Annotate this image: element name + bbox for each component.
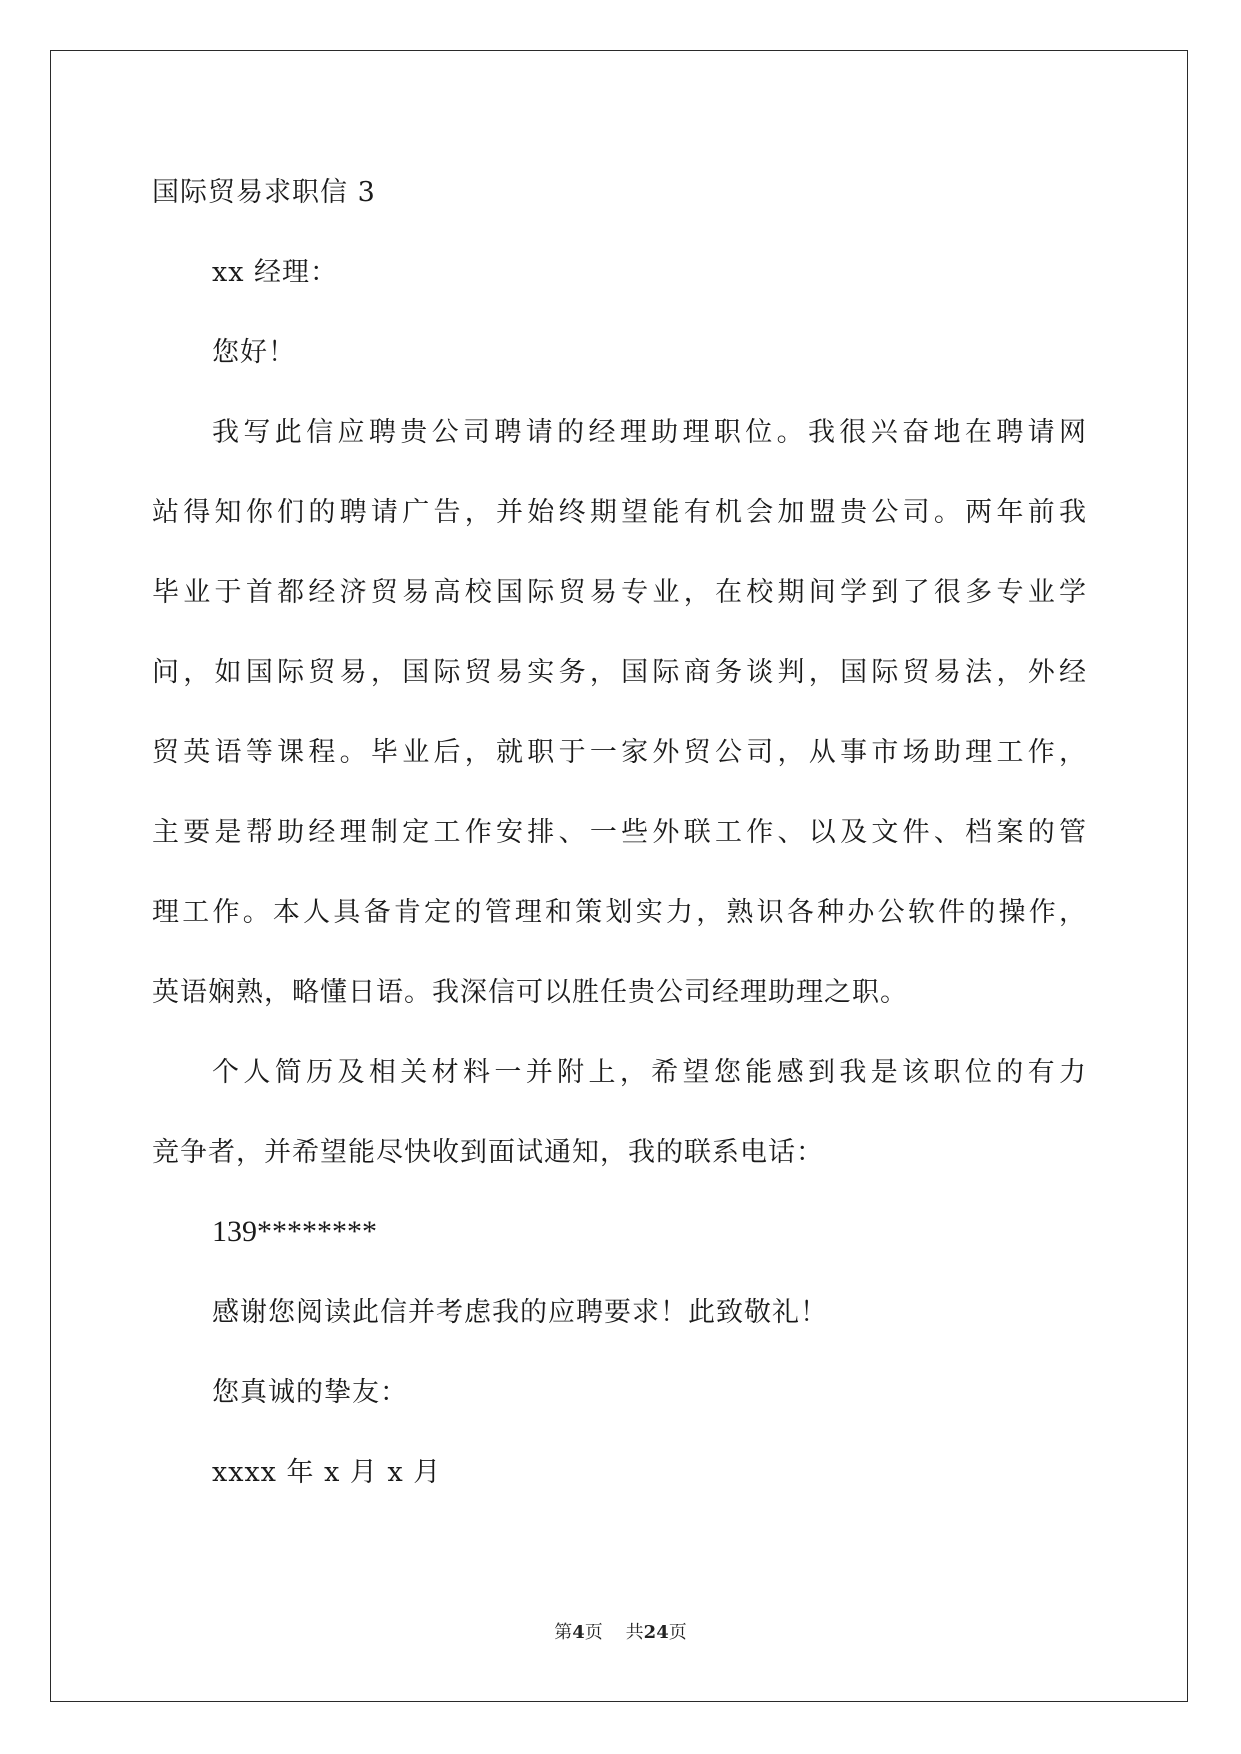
paragraph-line: 站得知你们的聘请广告，并始终期望能有机会加盟贵公司。两年前我 — [152, 497, 1087, 528]
paragraph-line: 毕业于首都经济贸易高校国际贸易专业，在校期间学到了很多专业学 — [152, 577, 1087, 608]
paragraph-line: 我写此信应聘贵公司聘请的经理助理职位。我很兴奋地在聘请网 — [212, 417, 1087, 448]
paragraph-line: 贸英语等课程。毕业后，就职于一家外贸公司，从事市场助理工作， — [152, 737, 1087, 768]
footer-page-suffix: 页 — [584, 1622, 603, 1643]
date-line: xxxx 年 x 月 x 月 — [212, 1457, 442, 1488]
footer-total-prefix: 共 — [625, 1622, 644, 1643]
paragraph-line: 问，如国际贸易，国际贸易实务，国际商务谈判，国际贸易法，外经 — [152, 657, 1087, 688]
footer-total-suffix: 页 — [668, 1622, 687, 1643]
thanks-line: 感谢您阅读此信并考虑我的应聘要求！此致敬礼！ — [212, 1297, 828, 1328]
salutation: xx 经理： — [212, 257, 339, 288]
footer-page-number: 4 — [572, 1622, 585, 1643]
letter-title: 国际贸易求职信 3 — [152, 177, 376, 208]
greeting: 您好！ — [212, 337, 296, 368]
paragraph-line: 个人简历及相关材料一并附上，希望您能感到我是该职位的有力 — [212, 1057, 1087, 1088]
closing-line: 您真诚的挚友： — [212, 1377, 408, 1408]
phone-number: 139******** — [212, 1215, 377, 1248]
paragraph-line: 理工作。本人具备肯定的管理和策划实力，熟识各种办公软件的操作， — [152, 897, 1087, 928]
footer-prefix: 第 — [554, 1622, 573, 1643]
footer-total-pages: 24 — [643, 1622, 669, 1643]
paragraph-line: 英语娴熟，略懂日语。我深信可以胜任贵公司经理助理之职。 — [152, 977, 908, 1008]
paragraph-line: 竞争者，并希望能尽快收到面试通知，我的联系电话： — [152, 1137, 824, 1168]
page-footer — [0, 1618, 1241, 1644]
page-border — [50, 50, 1188, 1702]
paragraph-line: 主要是帮助经理制定工作安排、一些外联工作、以及文件、档案的管 — [152, 817, 1087, 848]
